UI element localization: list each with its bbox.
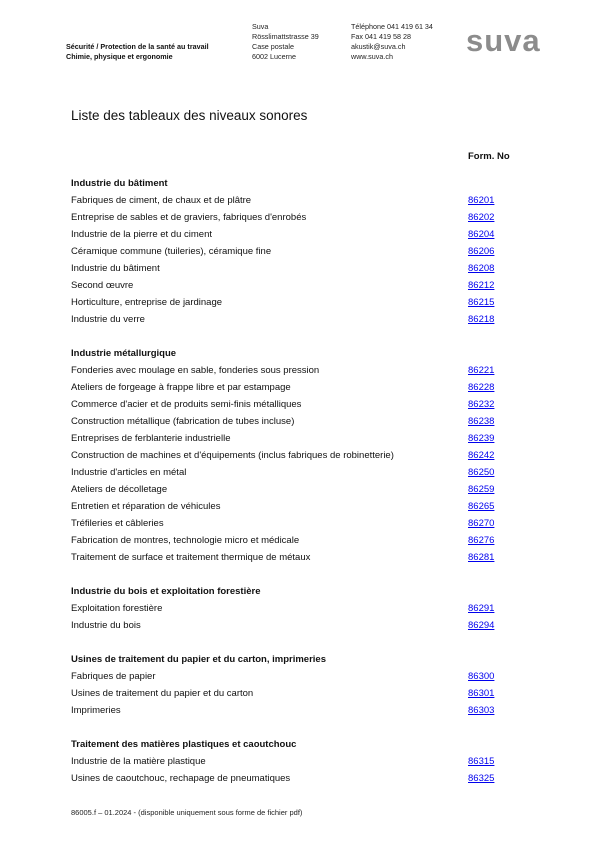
list-item: [71, 753, 531, 770]
form-number-link[interactable]: 86259: [468, 484, 495, 495]
column-header-form-no: Form. No: [468, 151, 510, 162]
form-number-link[interactable]: 86315: [468, 756, 495, 767]
form-number-link[interactable]: 86281: [468, 552, 495, 563]
item-label: Construction de machines et d'équipements (inclus fabriques de robinetterie): [71, 450, 394, 461]
item-label: Ateliers de forgeage à frappe libre et par estampage: [71, 382, 291, 393]
department-line: Sécurité / Protection de la santé au travail: [66, 42, 209, 51]
item-label: Entreprises de ferblanterie industrielle: [71, 433, 231, 444]
item-label: Traitement de surface et traitement thermique de métaux: [71, 552, 311, 563]
form-number-link[interactable]: 86204: [468, 229, 495, 240]
table-list: [71, 176, 531, 805]
list-item: [71, 379, 531, 396]
list-item: [71, 277, 531, 294]
list-item: [71, 396, 531, 413]
item-label: Exploitation forestière: [71, 603, 163, 614]
list-item: [71, 362, 531, 379]
form-number-link[interactable]: 86250: [468, 467, 495, 478]
form-number-link[interactable]: 86208: [468, 263, 495, 274]
item-label: Usines de caoutchouc, rechapage de pneumatiques: [71, 773, 291, 784]
form-number-link[interactable]: 86265: [468, 501, 495, 512]
form-number-link[interactable]: 86276: [468, 535, 495, 546]
contact-fax: Fax 041 419 58 28: [351, 32, 411, 41]
department-line: Chimie, physique et ergonomie: [66, 52, 173, 61]
form-number-link[interactable]: 86301: [468, 688, 495, 699]
form-number-link[interactable]: 86228: [468, 382, 495, 393]
list-item: [71, 294, 531, 311]
section: [71, 652, 531, 719]
item-label: Industrie du bois: [71, 620, 141, 631]
list-item: [71, 260, 531, 277]
list-item: [71, 430, 531, 447]
form-number-link[interactable]: 86303: [468, 705, 495, 716]
list-item: [71, 413, 531, 430]
item-label: Industrie du bâtiment: [71, 263, 160, 274]
contact-website[interactable]: www.suva.ch: [351, 52, 393, 61]
list-item: [71, 515, 531, 532]
form-number-link[interactable]: 86291: [468, 603, 495, 614]
list-item: [71, 192, 531, 209]
item-label: Horticulture, entreprise de jardinage: [71, 297, 223, 308]
item-label: Commerce d'acier et de produits semi-finis métalliques: [71, 399, 302, 410]
section: [71, 737, 531, 787]
address-line: Case postale: [252, 42, 294, 51]
address-line: Suva: [252, 22, 269, 31]
item-label: Ateliers de décolletage: [71, 484, 168, 495]
form-number-link[interactable]: 86242: [468, 450, 495, 461]
item-label: Entretien et réparation de véhicules: [71, 501, 221, 512]
list-item: [71, 549, 531, 566]
form-number-link[interactable]: 86239: [468, 433, 495, 444]
section: [71, 176, 531, 328]
suva-logo: suva: [466, 23, 541, 58]
list-item: [71, 481, 531, 498]
item-label: Usines de traitement du papier et du carton: [71, 688, 254, 699]
list-item: [71, 243, 531, 260]
list-item: [71, 617, 531, 634]
section-title: Industrie du bâtiment: [71, 178, 168, 189]
form-number-link[interactable]: 86206: [468, 246, 495, 257]
list-item: [71, 447, 531, 464]
form-number-link[interactable]: 86300: [468, 671, 495, 682]
contact-block: [351, 22, 433, 62]
section-title: Usines de traitement du papier et du carton, imprimeries: [71, 654, 326, 665]
item-label: Industrie d'articles en métal: [71, 467, 187, 478]
list-item: [71, 532, 531, 549]
item-label: Second œuvre: [71, 280, 134, 291]
form-number-link[interactable]: 86202: [468, 212, 495, 223]
address-line: Rösslimattstrasse 39: [252, 32, 319, 41]
list-item: [71, 498, 531, 515]
form-number-link[interactable]: 86218: [468, 314, 495, 325]
item-label: Fabriques de papier: [71, 671, 156, 682]
section-title: Industrie du bois et exploitation forestière: [71, 586, 261, 597]
item-label: Fabriques de ciment, de chaux et de plâtre: [71, 195, 252, 206]
item-label: Fabrication de montres, technologie micro et médicale: [71, 535, 300, 546]
form-number-link[interactable]: 86201: [468, 195, 495, 206]
form-number-link[interactable]: 86294: [468, 620, 495, 631]
section-title: Industrie métallurgique: [71, 348, 177, 359]
item-label: Tréfileries et câbleries: [71, 518, 164, 529]
list-item: [71, 464, 531, 481]
page-title: Liste des tableaux des niveaux sonores: [71, 108, 308, 123]
form-number-link[interactable]: 86215: [468, 297, 495, 308]
list-item: [71, 702, 531, 719]
form-number-link[interactable]: 86221: [468, 365, 495, 376]
item-label: Industrie du verre: [71, 314, 145, 325]
contact-phone: Téléphone 041 419 61 34: [351, 22, 433, 31]
section-title: Traitement des matières plastiques et caoutchouc: [71, 739, 297, 750]
address-line: 6002 Lucerne: [252, 52, 296, 61]
list-item: [71, 209, 531, 226]
list-item: [71, 685, 531, 702]
department-block: [66, 42, 209, 62]
item-label: Construction métallique (fabrication de tubes incluse): [71, 416, 295, 427]
item-label: Entreprise de sables et de graviers, fabriques d'enrobés: [71, 212, 307, 223]
list-item: [71, 600, 531, 617]
list-item: [71, 226, 531, 243]
form-number-link[interactable]: 86238: [468, 416, 495, 427]
contact-email[interactable]: akustik@suva.ch: [351, 42, 406, 51]
list-item: [71, 770, 531, 787]
form-number-link[interactable]: 86232: [468, 399, 495, 410]
list-item: [71, 668, 531, 685]
form-number-link[interactable]: 86270: [468, 518, 495, 529]
section: [71, 584, 531, 634]
form-number-link[interactable]: 86325: [468, 773, 495, 784]
item-label: Imprimeries: [71, 705, 121, 716]
item-label: Fonderies avec moulage en sable, fonderies sous pression: [71, 365, 320, 376]
list-item: [71, 311, 531, 328]
section: [71, 346, 531, 566]
item-label: Industrie de la pierre et du ciment: [71, 229, 212, 240]
address-block: [252, 22, 319, 62]
item-label: Céramique commune (tuileries), céramique fine: [71, 246, 272, 257]
item-label: Industrie de la matière plastique: [71, 756, 206, 767]
form-number-link[interactable]: 86212: [468, 280, 495, 291]
document-footer: 86005.f – 01.2024 - (disponible uniquement sous forme de fichier pdf): [71, 808, 303, 817]
